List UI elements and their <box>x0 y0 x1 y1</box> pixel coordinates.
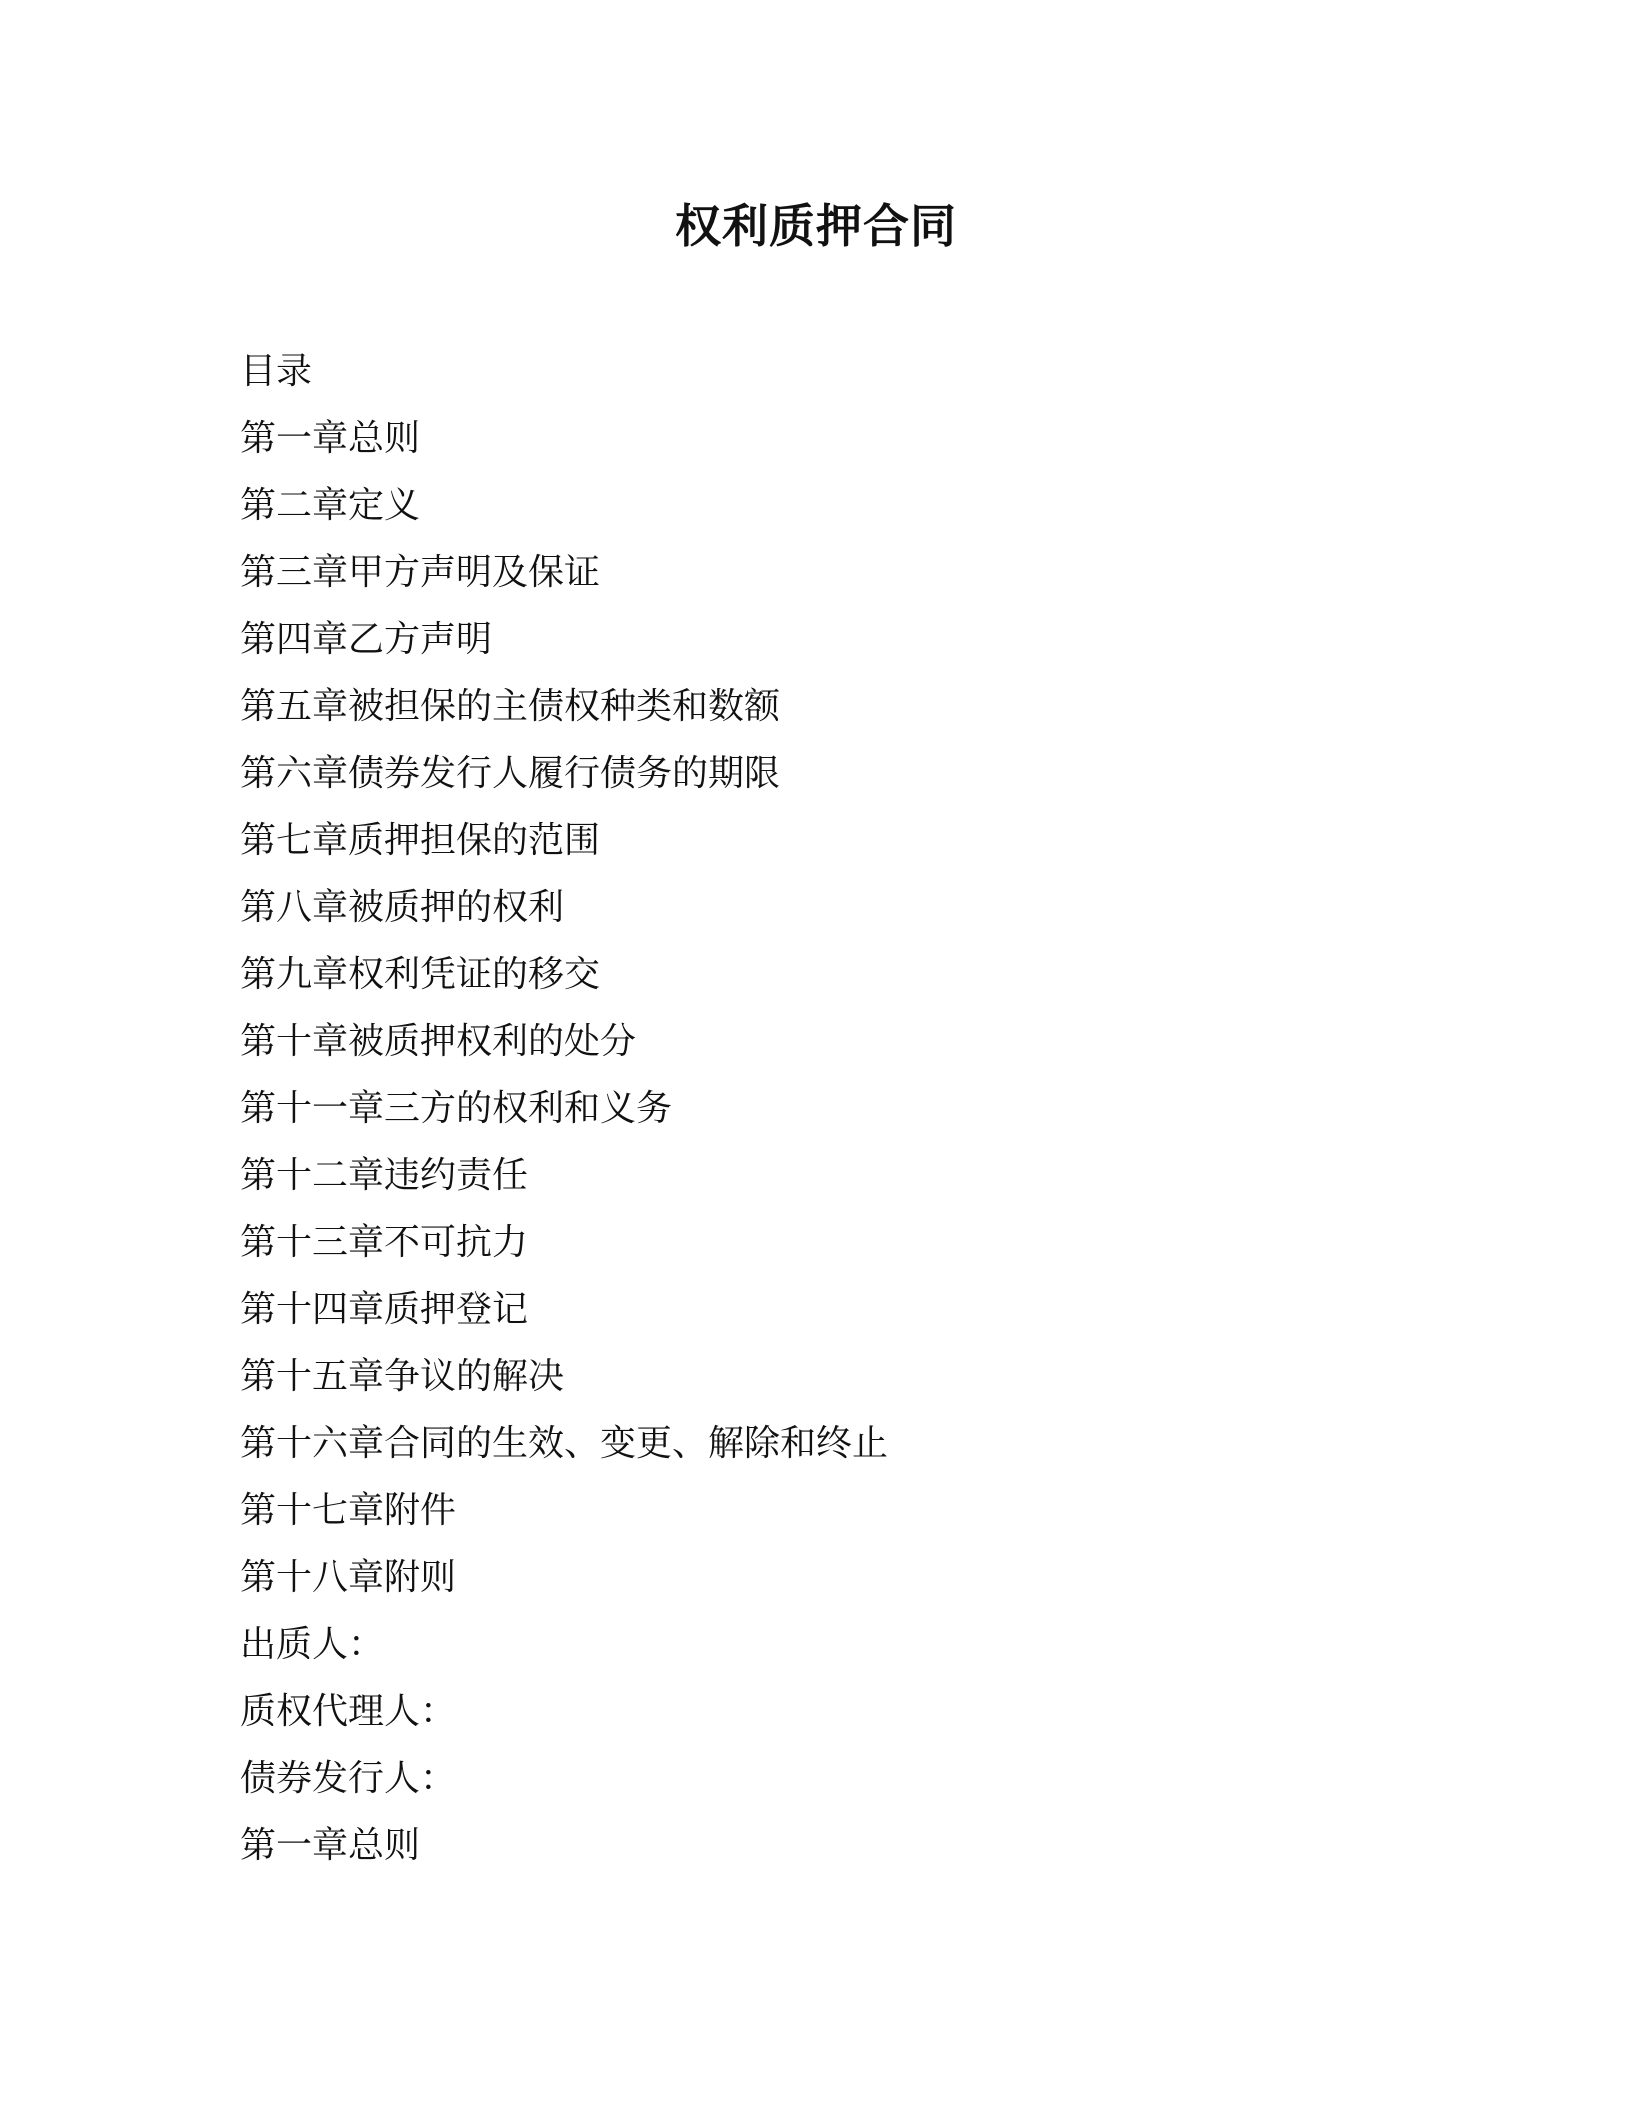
toc-item: 第二章定义 <box>240 485 421 526</box>
toc-item: 第八章被质押的权利 <box>240 887 565 928</box>
toc-item: 第十五章争议的解决 <box>240 1356 565 1397</box>
toc-heading: 目录 <box>240 351 313 392</box>
toc-item: 第十三章不可抗力 <box>240 1222 529 1263</box>
toc-item: 第十一章三方的权利和义务 <box>240 1088 673 1129</box>
toc-item: 第十六章合同的生效、变更、解除和终止 <box>240 1423 889 1464</box>
toc-item: 第六章债券发行人履行债务的期限 <box>240 753 781 794</box>
toc-item: 第十二章违约责任 <box>240 1155 529 1196</box>
toc-item: 第一章总则 <box>240 418 421 459</box>
party-pledge-agent: 质权代理人： <box>240 1691 457 1732</box>
document-title: 权利质押合同 <box>675 199 957 253</box>
toc-item: 第三章甲方声明及保证 <box>240 552 601 593</box>
chapter-heading: 第一章总则 <box>240 1825 421 1866</box>
party-pledgor: 出质人： <box>240 1624 385 1665</box>
toc-item: 第五章被担保的主债权种类和数额 <box>240 686 781 727</box>
toc-item: 第九章权利凭证的移交 <box>240 954 601 995</box>
toc-item: 第四章乙方声明 <box>240 619 493 660</box>
party-bond-issuer: 债券发行人： <box>240 1758 457 1799</box>
toc-item: 第十章被质押权利的处分 <box>240 1021 637 1062</box>
document-body <box>240 338 888 1879</box>
toc-item: 第十八章附则 <box>240 1557 457 1598</box>
toc-item: 第十七章附件 <box>240 1490 457 1531</box>
toc-item: 第七章质押担保的范围 <box>240 820 601 861</box>
toc-item: 第十四章质押登记 <box>240 1289 529 1330</box>
